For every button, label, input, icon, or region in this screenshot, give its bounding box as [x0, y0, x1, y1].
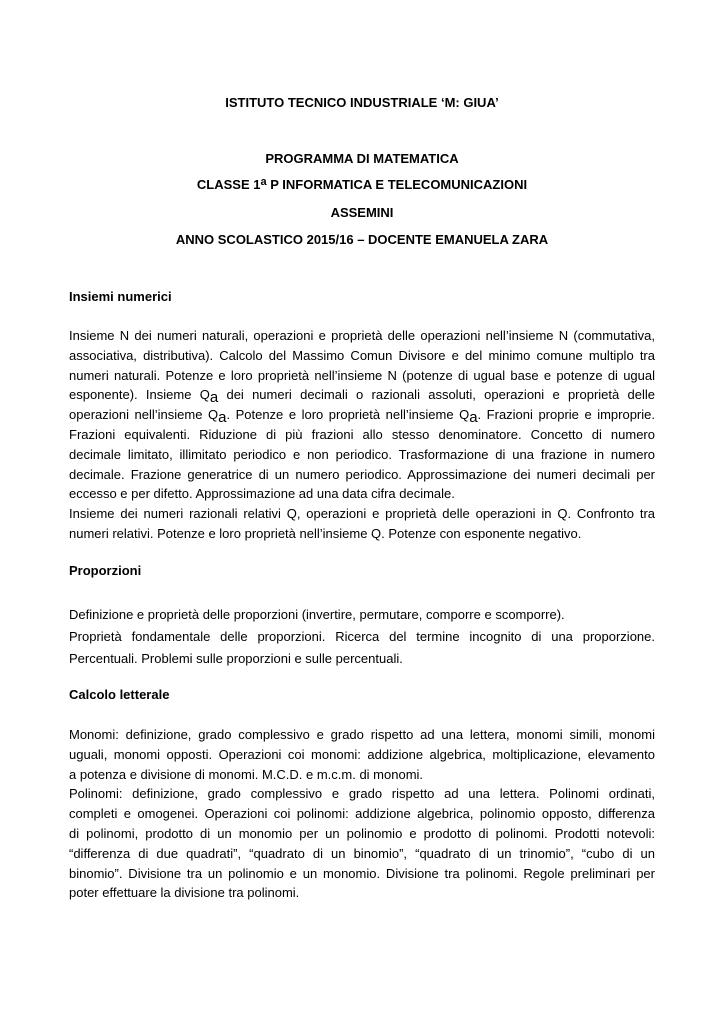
- text-line: [69, 385, 655, 405]
- class-prefix: CLASSE 1: [196, 177, 261, 192]
- text-run: . Frazioni proprie e improprie.: [477, 407, 655, 423]
- section-title-calcolo: Calcolo letterale: [69, 687, 170, 702]
- location-title: ASSEMINI: [330, 205, 394, 220]
- text-line: Frazioni equivalenti. Riduzione di più frazioni allo stesso denominatore. Concetto di numero: [69, 426, 655, 442]
- text-line: Percentuali. Problemi sulle proporzioni e sulle percentuali.: [69, 651, 403, 666]
- text-line: “differenza di due quadrati”, “quadrato di un binomio”, “quadrato di un trinomio”, “cubo di un: [69, 845, 655, 861]
- program-title: PROGRAMMA DI MATEMATICA: [265, 151, 459, 166]
- section-title-proporzioni: Proporzioni: [69, 563, 142, 578]
- year-teacher-title: ANNO SCOLASTICO 2015/16 – DOCENTE EMANUELA ZARA: [175, 232, 549, 247]
- text-line: di polinomi, prodotto di un monomio per un polinomio e prodotto di polinomi. Prodotti notevoli:: [69, 825, 655, 841]
- text-line: a potenza e divisione di monomi. M.C.D. e m.c.m. di monomi.: [69, 766, 424, 782]
- text-line: eccesso e per difetto. Approssimazione ad una data cifra decimale.: [69, 486, 455, 502]
- text-line: Monomi: definizione, grado complessivo e grado rispetto ad una lettera, monomi simili, monomi: [69, 727, 655, 742]
- text-line: binomio”. Divisione tra un polinomio e un monomio. Divisione tra polinomi. Regole preliminari per: [69, 865, 655, 881]
- text-line: Polinomi: definizione, grado complessivo e grado rispetto ad una lettera. Polinomi ordinati,: [69, 786, 655, 802]
- text-line: uguali, monomi opposti. Operazioni coi monomi: addizione algebrica, moltiplicazione, elevamento: [69, 746, 655, 762]
- class-suffix: P INFORMATICA E TELECOMUNICAZIONI: [266, 177, 528, 192]
- text-line: Definizione e proprietà delle proporzioni (invertire, permutare, comporre e scomporre).: [69, 607, 565, 622]
- text-line: Proprietà fondamentale delle proporzioni. Ricerca del termine incognito di una proporzione.: [69, 629, 655, 644]
- text-line: numeri relativi. Potenze e loro proprietà nell’insieme Q. Potenze con esponente negativo.: [69, 525, 582, 541]
- text-run: operazioni nell’insieme Q: [69, 407, 219, 423]
- text-line: poter effettuare la divisione tra polinomi.: [69, 885, 300, 901]
- section-body-proporzioni: [69, 604, 655, 670]
- text-line: completi e omogenei. Operazioni coi polinomi: addizione algebrica, polinomio opposto, differenza: [69, 806, 655, 822]
- section-body-insiemi: [69, 326, 655, 544]
- text-line: associativa, distributiva). Calcolo del Massimo Comun Divisore e del minimo comune multiplo tra: [69, 347, 655, 363]
- institute-title: ISTITUTO TECNICO INDUSTRIALE ‘M: GIUA’: [225, 95, 499, 110]
- text-run: dei numeri decimali o razionali assoluti, operazioni e proprietà delle: [218, 387, 655, 403]
- text-line: Insieme dei numeri razionali relativi Q, operazioni e proprietà delle operazioni in Q. Confronto tra: [69, 506, 655, 522]
- text-run: esponente). Insieme Q: [69, 387, 210, 403]
- subscript: a: [209, 389, 219, 407]
- text-line: decimale limitato, illimitato periodico e non periodico. Trasformazione di una frazione in numero: [69, 446, 655, 462]
- text-line: numeri naturali. Potenze e loro proprietà nell’insieme N (potenze di ugual base e potenze di ugual: [69, 367, 655, 383]
- text-run: . Potenze e loro proprietà nell’insieme Q: [226, 407, 470, 423]
- section-body-calcolo: [69, 725, 655, 903]
- subscript: a: [218, 409, 227, 427]
- text-line: decimale. Frazione generatrice di un numero periodico. Approssimazione dei numeri decimali per: [69, 466, 655, 482]
- class-superscript: a: [260, 176, 267, 188]
- text-line: [69, 405, 655, 425]
- subscript: a: [469, 409, 478, 427]
- class-title: [0, 177, 724, 193]
- text-line: Insieme N dei numeri naturali, operazioni e proprietà delle operazioni nell’insieme N (commutativa,: [69, 328, 655, 343]
- section-title-insiemi: Insiemi numerici: [69, 289, 172, 304]
